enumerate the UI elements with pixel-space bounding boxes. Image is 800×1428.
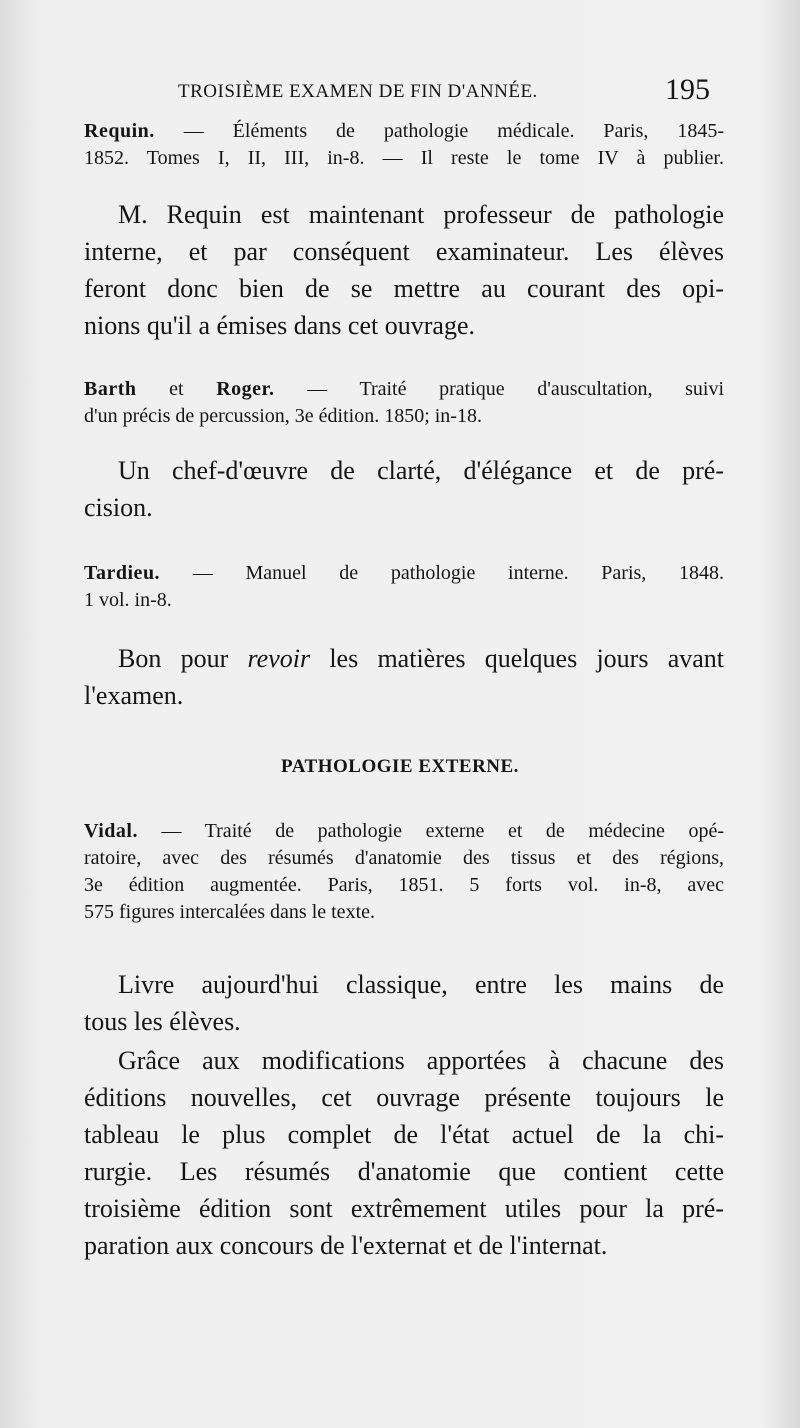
entry-text-line: — Éléments de pathologie médicale. Paris, 1845- <box>183 120 725 142</box>
comment-vidal-2 <box>84 1042 724 1264</box>
page-header <box>178 73 718 113</box>
comment-line: Livre aujourd'hui classique, entre les mains de <box>118 970 724 999</box>
running-title: TROISIÈME EXAMEN DE FIN D'ANNÉE. <box>178 81 538 102</box>
comment-tardieu <box>84 640 724 714</box>
comment-line: tableau le plus complet de l'état actuel de la chi- <box>84 1120 724 1149</box>
comment-requin <box>84 196 724 344</box>
comment-line: tous les élèves. <box>84 1007 241 1036</box>
comment-line: rurgie. Les résumés d'anatomie que contient cette <box>84 1157 724 1186</box>
comment-barth-roger <box>84 452 724 526</box>
comment-emphasis: revoir <box>247 644 311 673</box>
entry-text-line: 1 vol. in-8. <box>84 589 172 611</box>
entry-text-line: — Traité de pathologie externe et de médecine opé- <box>161 820 725 842</box>
entry-conjunction: et <box>169 378 184 400</box>
comment-line: Un chef-d'œuvre de clarté, d'élégance et de pré- <box>118 456 724 485</box>
entry-text-line: 575 figures intercalées dans le texte. <box>84 901 375 923</box>
comment-line: interne, et par conséquent examinateur. Les élèves <box>84 237 724 266</box>
entry-text-line: ratoire, avec des résumés d'anatomie des tissus et des régions, <box>84 847 724 869</box>
entry-text-line: — Manuel de pathologie interne. Paris, 1848. <box>192 562 725 584</box>
page-number: 195 <box>665 73 710 106</box>
entry-text-line: d'un précis de percussion, 3e édition. 1850; in-18. <box>84 405 482 427</box>
entry-author: Barth <box>84 378 137 400</box>
comment-line: nions qu'il a émises dans cet ouvrage. <box>84 311 475 340</box>
entry-author: Vidal. <box>84 820 138 842</box>
entry-text-line: 1852. Tomes I, II, III, in-8. — Il reste le tome IV à publier. <box>84 147 724 169</box>
entry-barth-roger <box>84 376 724 430</box>
entry-author: Tardieu. <box>84 562 161 584</box>
entry-tardieu <box>84 560 724 614</box>
comment-text: Bon pour <box>118 644 229 673</box>
comment-line: l'examen. <box>84 681 184 710</box>
comment-line: éditions nouvelles, cet ouvrage présente toujours le <box>84 1083 724 1112</box>
comment-vidal-1 <box>84 966 724 1040</box>
comment-line: cision. <box>84 493 153 522</box>
entry-author: Roger. <box>216 378 275 400</box>
entry-requin <box>84 118 724 172</box>
comment-text: les matières quelques jours avant <box>329 644 724 673</box>
entry-text-line: 3e édition augmentée. Paris, 1851. 5 forts vol. in-8, avec <box>84 874 724 896</box>
section-title: PATHOLOGIE EXTERNE. <box>281 756 519 777</box>
comment-line: M. Requin est maintenant professeur de pathologie <box>118 200 724 229</box>
comment-line: Grâce aux modifications apportées à chacune des <box>118 1046 724 1075</box>
comment-line: feront donc bien de se mettre au courant des opi- <box>84 274 724 303</box>
comment-line: paration aux concours de l'externat et de l'internat. <box>84 1231 608 1260</box>
entry-author: Requin. <box>84 120 155 142</box>
comment-line: troisième édition sont extrêmement utiles pour la pré- <box>84 1194 724 1223</box>
entry-text-line: — Traité pratique d'auscultation, suivi <box>307 378 725 400</box>
entry-vidal <box>84 818 724 926</box>
